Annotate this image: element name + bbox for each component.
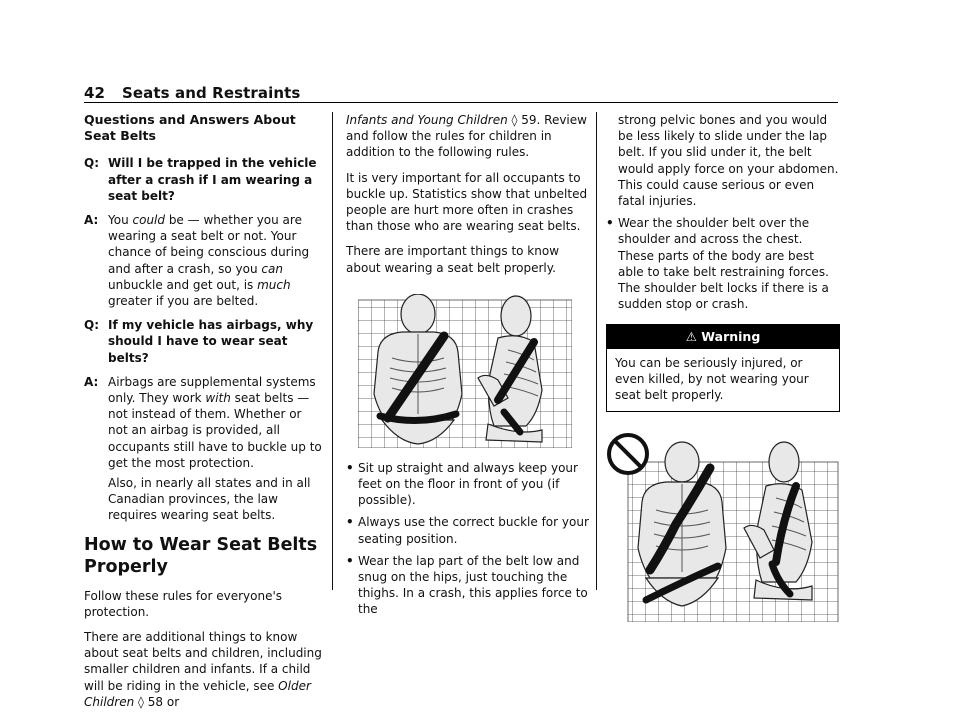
header-rule bbox=[84, 102, 838, 103]
page-number: 42 bbox=[84, 84, 106, 102]
paragraph: Follow these rules for everyone's protection. bbox=[84, 588, 283, 619]
list-item: • Always use the correct buckle for your seating position. bbox=[346, 515, 589, 546]
section-title: Seats and Restraints bbox=[122, 84, 301, 102]
question-1 bbox=[84, 155, 324, 204]
question-text: If my vehicle has airbags, why should I have to wear seat belts? bbox=[108, 318, 314, 365]
qa-heading: Questions and Answers About Seat Belts bbox=[84, 112, 296, 144]
list-item: • Wear the shoulder belt over the shoulder and across the chest. These parts of the body are best able to take belt restraining forces. The shoulder belt locks if there is a sudden stop or crash. bbox=[606, 216, 829, 312]
q-label: Q: bbox=[84, 156, 99, 171]
paragraph: There are important things to know about wearing a seat belt properly. bbox=[346, 244, 560, 275]
answer-1 bbox=[84, 212, 324, 309]
answer-2 bbox=[84, 374, 324, 471]
xref-link[interactable]: Older Children bbox=[84, 678, 311, 709]
continued-text: strong pelvic bones and you would be less likely to slide under the lap belt. If you slid under it, the belt would apply force on your abdomen. This could cause serious or even fatal injuries. bbox=[618, 113, 839, 209]
answer-text: Airbags are supplemental systems only. They work with seat belts — not instead of them. Whether or not an airbag is provided, all occupants still have to buckle up to get the most protection. bbox=[108, 374, 322, 470]
page-header bbox=[84, 84, 300, 102]
warning-text: You can be seriously injured, or even killed, by not wearing your seat belt properly. bbox=[615, 355, 809, 403]
list-item: • Sit up straight and always keep your feet on the floor in front of you (if possible). bbox=[346, 460, 578, 508]
paragraph: There are additional things to know about seat belts and children, including smaller children and infants. If a child will be riding in the vehicle, see Older Children ◊ 58 or bbox=[84, 630, 322, 709]
column-divider bbox=[596, 112, 597, 590]
xref-link[interactable]: Infants and Young Children bbox=[346, 113, 508, 127]
warning-title: ⚠ Warning bbox=[607, 325, 839, 348]
paragraph: Infants and Young Children ◊ 59. Review and follow the rules for children in addition to the following rules. bbox=[346, 113, 587, 160]
answer-2-extra: Also, in nearly all states and in all Canadian provinces, the law requires wearing seat belts. bbox=[108, 476, 311, 523]
rules-list-cont bbox=[606, 215, 840, 312]
question-2 bbox=[84, 317, 324, 366]
warning-icon: ⚠ bbox=[685, 329, 697, 345]
a-label: A: bbox=[84, 213, 99, 228]
column-2 bbox=[346, 112, 590, 624]
incorrect-belt-illustration bbox=[606, 432, 840, 622]
correct-belt-illustration bbox=[358, 294, 572, 448]
column-divider bbox=[332, 112, 333, 590]
answer-text: You could be — whether you are wearing a seat belt or not. Your chance of being conscious during and after a crash, so you can unbuckle and get out, is much greater if you are belted. bbox=[108, 213, 310, 309]
question-text: Will I be trapped in the vehicle after a crash if I am wearing a seat belt? bbox=[108, 156, 317, 203]
paragraph: It is very important for all occupants to buckle up. Statistics show that unbelted people are hurt more often in crashes than those who are wearing seat belts. bbox=[346, 170, 588, 234]
column-3 bbox=[606, 112, 840, 622]
column-1 bbox=[84, 112, 324, 719]
list-item: • Wear the lap part of the belt low and snug on the hips, just touching the thighs. In a crash, this applies force to the bbox=[346, 553, 588, 617]
prohibited-icon bbox=[609, 435, 647, 473]
rules-list bbox=[346, 460, 590, 618]
warning-box bbox=[606, 324, 840, 412]
q-label: Q: bbox=[84, 318, 99, 333]
a-label: A: bbox=[84, 374, 99, 389]
how-to-heading: How to Wear Seat Belts Properly bbox=[84, 534, 318, 577]
